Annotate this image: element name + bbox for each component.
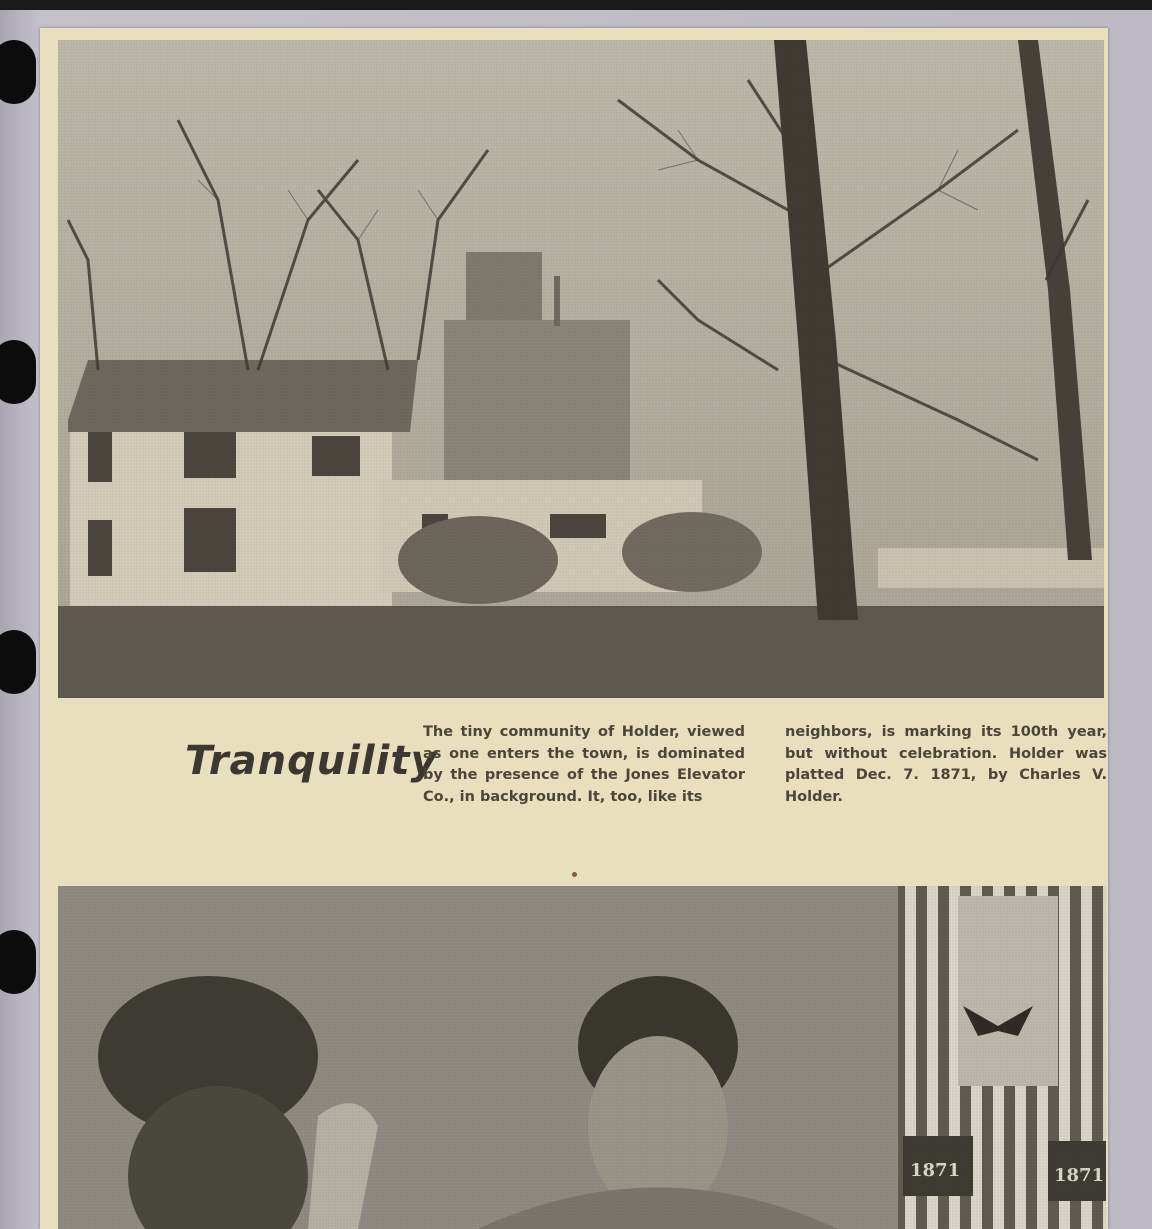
paper-spot (572, 872, 577, 877)
photo-holder-house-and-elevator (58, 40, 1104, 698)
portrait-illustration (58, 886, 1106, 1229)
binder-hole-3 (0, 630, 36, 694)
caption-column-2: neighbors, is marking its 100th year, but without celebration. Holder was platted Dec. 7. 1871, by Charles V. Holder. (785, 724, 1107, 805)
binder-hole-1 (0, 40, 36, 104)
top-shadow-strip (0, 0, 1152, 10)
binder-hole-2 (0, 340, 36, 404)
caption-column-1: The tiny community of Holder, viewed as one enters the town, is dominated by the presence of the Jones Elevator Co., in background. It, too, like its (423, 724, 745, 805)
binder-hole-4 (0, 930, 36, 994)
photo-centennial-portrait (58, 886, 1106, 1229)
headline: Tranquility (185, 738, 438, 784)
house-elevator-illustration (58, 40, 1104, 698)
